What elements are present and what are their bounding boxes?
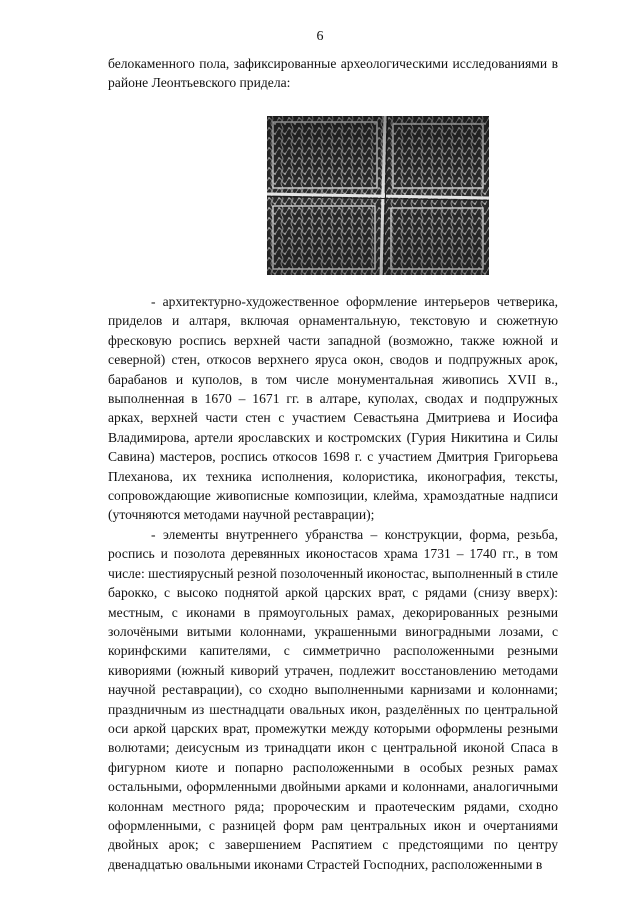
page-number: 6 (316, 29, 324, 44)
intro-text-block (108, 54, 558, 93)
paragraph-iconostasis: - элементы внутреннего убранства – конструкции, форма, резьба, роспись и позолота деревянных иконостасов храма 1731 – 1740 гг., в том числе: шестиярусный резной позолоченный иконостас, выполненный в стиле барокко, с высоко поднятой аркой царских врат, с рядами (снизу вверх): местным, с иконами в прямоугольных рамах, декорированных резными золочёными витыми колоннами, украшенными виноградными лозами, с коринфскими капителями, с симметрично расположенными резными кивориями (южный киворий утрачен, подлежит восстановлению методами научной реставрации), со сходно выполненными карнизами и колоннами; праздничным из шестнадцати овальных икон, разделённых по центральной оси аркой царских врат, промежутки между которыми оформлены резными волютами; деисусным из тринадцати икон с центральной иконой Спаса в фигурном киоте и попарно расположенными в особых резных рамах остальными, оформленными двойными арками и колоннами, аналогичными колоннам местного ряда; пророческим и праотеческим рядами, сходно оформленными, с разницей форм рам центральных икон и очертаниями двойных арок; с завершением Распятием с предстоящими по центру двенадцатью овальными иконами Страстей Господних, расположенными в (108, 526, 558, 872)
floor-slab-image (267, 116, 489, 275)
body-text-block (108, 292, 558, 874)
paragraph-interior-decoration: - архитектурно-художественное оформление интерьеров четверика, приделов и алтаря, включая орнаментальную, текстовую и сюжетную фресковую роспись верхней части западной (возможно, также южной и северной) стен, откосов верхнего яруса окон, сводов и подпружных арок, барабанов и куполов, в том числе монументальная живопись XVII в., выполненная в 1670 – 1671 гг. в алтаре, куполах, сводах и подпружных арках, верхней части стен с участием Севастьяна Дмитриева и Иосифа Владимирова, артели ярославских и костромских (Гурия Никитина и Силы Савина) мастеров, роспись откосов 1698 г. с участием Дмитрия Григорьева Плеханова, их техника исполнения, колористика, иконография, тексты, сопровождающие живописные композиции, клейма, храмоздатные надписи (уточняются методами научной реставрации); (108, 294, 558, 523)
floor-slab-photo (267, 116, 489, 275)
intro-paragraph: белокаменного пола, зафиксированные археологическими исследованиями в районе Леонтьевского придела: (108, 56, 558, 91)
